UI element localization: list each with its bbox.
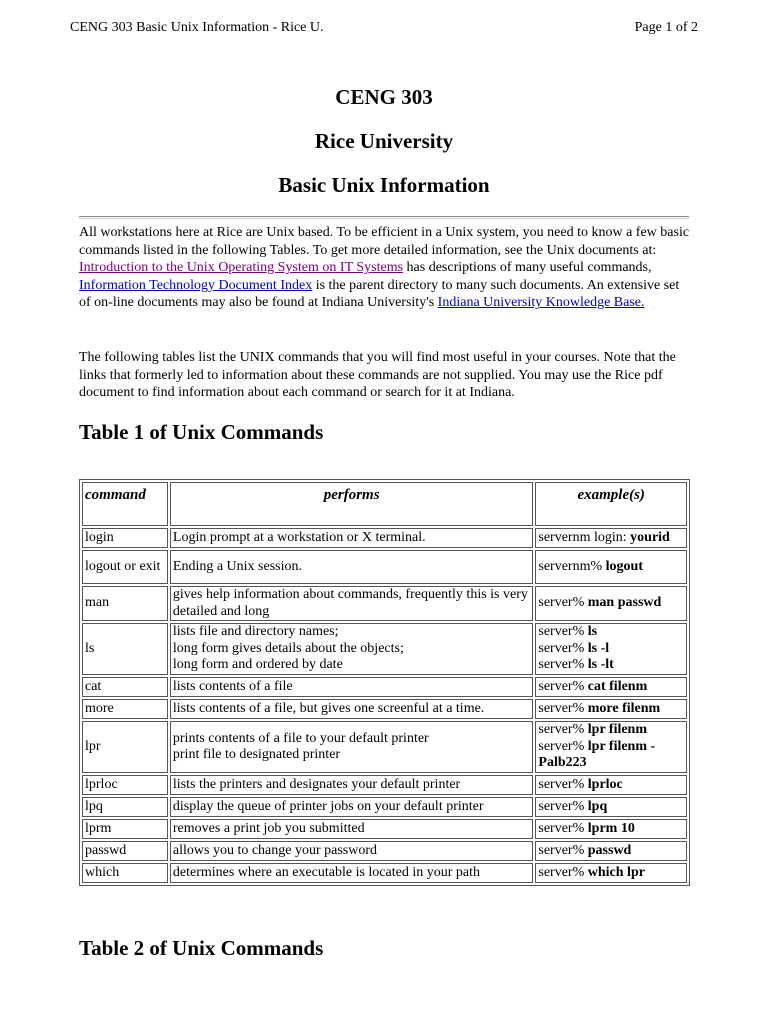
table-row — [82, 550, 687, 584]
example-cell — [535, 699, 687, 719]
description-line: Ending a Unix session. — [172, 558, 302, 574]
prompt-text: server% — [538, 722, 588, 738]
description-line: lists contents of a file — [172, 678, 293, 694]
command-cell: cat — [82, 677, 168, 697]
command-cell: lprm — [82, 819, 168, 839]
example-cell — [535, 550, 687, 584]
example-line — [538, 641, 684, 658]
prompt-text: server% — [538, 595, 588, 611]
description-cell — [170, 586, 534, 621]
example-cell — [535, 586, 687, 621]
example-line — [538, 701, 684, 718]
it-document-index-link[interactable]: Information Technology Document Index — [79, 277, 313, 293]
example-cell — [535, 623, 687, 675]
description-cell — [170, 819, 534, 839]
description-cell — [170, 841, 534, 861]
description-line: prints contents of a file to your default printer — [172, 730, 429, 746]
description-line: gives help information about commands, frequently this is very detailed and long — [172, 587, 528, 619]
command-example-text: logout — [605, 558, 643, 574]
prompt-text: server% — [538, 640, 588, 656]
description-line: display the queue of printer jobs on your default printer — [172, 798, 484, 814]
example-line — [538, 530, 684, 547]
intro-text-2: has descriptions of many useful commands, — [403, 260, 652, 276]
command-example-text: ls — [587, 624, 598, 640]
unix-intro-link[interactable]: Introduction to the Unix Operating System on IT Systems — [79, 260, 404, 276]
prompt-text: server% — [538, 700, 588, 716]
example-line — [538, 559, 684, 576]
example-line — [538, 657, 684, 674]
table-row — [82, 721, 687, 773]
example-line — [538, 821, 684, 838]
command-example-text: which lpr — [587, 864, 645, 880]
description-line: Login prompt at a workstation or X terminal. — [172, 529, 426, 545]
prompt-text: servernm% — [538, 558, 606, 574]
prompt-text: server% — [538, 624, 588, 640]
description-line: lists the printers and designates your default printer — [172, 776, 461, 792]
command-example-text: lpr filenm - Palb223 — [538, 738, 656, 771]
example-line — [538, 777, 684, 794]
description-cell — [170, 699, 534, 719]
table-row — [82, 699, 687, 719]
example-cell — [535, 819, 687, 839]
university-title: Rice University — [314, 129, 454, 153]
command-example-text: yourid — [630, 529, 670, 545]
table2-heading: Table 2 of Unix Commands — [79, 936, 324, 960]
description-line: long form and ordered by date — [172, 657, 343, 673]
command-cell: which — [82, 863, 168, 883]
example-line — [538, 799, 684, 816]
prompt-text: server% — [538, 864, 588, 880]
horizontal-rule — [79, 216, 689, 219]
description-line: print file to designated printer — [172, 747, 341, 762]
indiana-knowledge-base-link[interactable]: Indiana University Knowledge Base. — [437, 295, 645, 311]
command-cell: ls — [82, 623, 168, 675]
table-row — [82, 819, 687, 839]
command-cell: passwd — [82, 841, 168, 861]
example-line — [538, 865, 684, 882]
command-example-text: lpr filenm — [587, 722, 648, 738]
example-cell — [535, 528, 687, 548]
description-cell — [170, 550, 534, 584]
command-example-text: passwd — [587, 842, 632, 858]
example-line — [538, 624, 684, 641]
description-line: long form gives details about the objects; — [172, 640, 404, 656]
description-line: lists file and directory names; — [172, 624, 339, 640]
example-cell — [535, 863, 687, 883]
intro-text-1: All workstations here at Rice are Unix based. To be efficient in a Unix system, you need to know a few basic commands listed in the following Tables. To get more detailed information, see the Unix documents at: — [79, 225, 690, 258]
command-example-text: lprloc — [587, 776, 623, 792]
example-cell — [535, 797, 687, 817]
table-row — [82, 623, 687, 675]
description-line: allows you to change your password — [172, 842, 378, 858]
table-row — [82, 528, 687, 548]
description-cell — [170, 677, 534, 697]
column-header-command: command — [82, 482, 168, 526]
command-cell: login — [82, 528, 168, 548]
description-line: lists contents of a file, but gives one screenful at a time. — [172, 700, 485, 716]
example-cell — [535, 775, 687, 795]
command-cell: man — [82, 586, 168, 621]
description-line: determines where an executable is located in your path — [172, 864, 480, 880]
table-row — [82, 863, 687, 883]
prompt-text: server% — [538, 678, 588, 694]
example-cell — [535, 721, 687, 773]
description-line: removes a print job you submitted — [172, 820, 365, 836]
prompt-text: server% — [538, 798, 588, 814]
command-example-text: ls -lt — [587, 657, 614, 673]
prompt-text: server% — [538, 738, 588, 754]
prompt-text: servernm login: — [538, 529, 631, 545]
table-header-row — [82, 482, 687, 526]
unix-commands-table — [79, 479, 690, 886]
intro-paragraph — [79, 224, 691, 312]
prompt-text: server% — [538, 820, 588, 836]
intro-text-3: is the parent directory to many such documents. An extensive set of on-line documents may also be found at Indiana University's — [79, 277, 680, 311]
description-cell — [170, 775, 534, 795]
example-line — [538, 739, 684, 772]
table-row — [82, 677, 687, 697]
command-cell: more — [82, 699, 168, 719]
table-row — [82, 586, 687, 621]
example-line — [538, 595, 684, 612]
table-body — [82, 528, 687, 883]
example-line — [538, 679, 684, 696]
course-title: CENG 303 — [335, 85, 433, 109]
command-cell: lpq — [82, 797, 168, 817]
command-cell: logout or exit — [82, 550, 168, 584]
tables-intro-paragraph: The following tables list the UNIX commands that you will find most useful in your courses. Note that the links that formerly led to information about these commands are not supplied. You may use the Rice pdf document to find information about each command or search for it at Indiana. — [79, 350, 676, 401]
description-cell — [170, 797, 534, 817]
column-header-examples: example(s) — [535, 482, 687, 526]
subject-title: Basic Unix Information — [278, 173, 490, 197]
command-example-text: man passwd — [587, 595, 662, 611]
prompt-text: server% — [538, 842, 588, 858]
prompt-text: server% — [538, 776, 588, 792]
command-example-text: ls -l — [587, 640, 610, 656]
table1-heading: Table 1 of Unix Commands — [79, 420, 324, 444]
document-title: CENG 303 Basic Unix Information - Rice U. — [70, 20, 324, 35]
command-cell: lprloc — [82, 775, 168, 795]
description-cell — [170, 863, 534, 883]
table-row — [82, 797, 687, 817]
page-number: Page 1 of 2 — [634, 20, 698, 35]
example-line — [538, 843, 684, 860]
description-cell — [170, 528, 534, 548]
title-block — [0, 86, 768, 196]
command-example-text: cat filenm — [587, 678, 648, 694]
column-header-performs: performs — [170, 482, 534, 526]
example-line — [538, 722, 684, 739]
command-example-text: more filenm — [587, 700, 661, 716]
table-row — [82, 841, 687, 861]
description-cell — [170, 721, 534, 773]
table-row — [82, 775, 687, 795]
command-example-text: lpq — [587, 798, 608, 814]
command-example-text: lprm 10 — [587, 820, 635, 836]
command-cell: lpr — [82, 721, 168, 773]
description-cell — [170, 623, 534, 675]
example-cell — [535, 841, 687, 861]
example-cell — [535, 677, 687, 697]
prompt-text: server% — [538, 657, 588, 673]
